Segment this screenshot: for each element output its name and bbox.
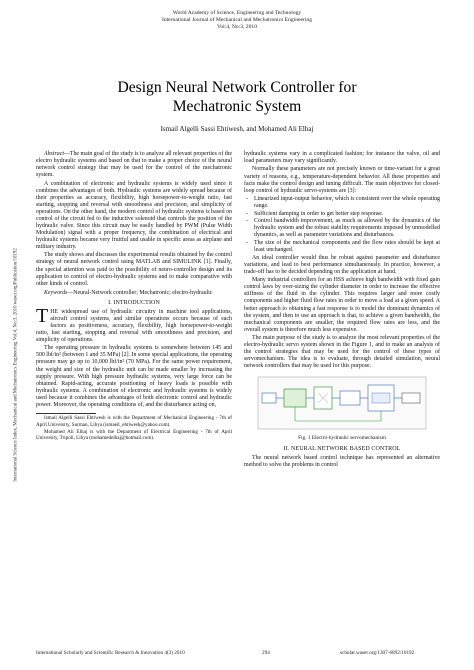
right-column bbox=[244, 151, 440, 471]
input-block bbox=[262, 393, 276, 403]
left-column bbox=[36, 151, 232, 443]
servomechanism-block-diagram bbox=[244, 373, 440, 433]
footnote-2: Mohamed Ali Elhaj is with the Department of Electrical Engineering - 7th of April University, Tripoli, Libya (mohamedelhaj@hotmail.com). bbox=[36, 429, 232, 442]
abstract-paragraph-3: The study shows and discusses the experimental results obtained by the control strategy of neural network control using MATLAB and SIMULINK [1]. Finally, the special attention was paid to the possibility of neuro-controller design and its application to control of electro-hydraulic systems and to make comparative with other kinds of control. bbox=[36, 252, 232, 287]
drop-cap: T bbox=[36, 304, 49, 327]
list-item: - Linearized input-output behavior, which is consistent over the whole operating range. bbox=[254, 196, 440, 210]
abstract-text: —The main goal of the study is to analyze all relevant properties of the electro hydraulic systems and based on that to make a proper choice of the neural network control strategy that may be used for the control of the mechatronic system. bbox=[36, 151, 232, 179]
header-line-3: Vol:4, No:3, 2010 bbox=[217, 24, 257, 30]
footer-left: International Scholarly and Scientific Research & Innovation 4(3) 2010 bbox=[36, 650, 185, 656]
valve-block bbox=[340, 391, 360, 405]
section-heading-nn-control: II. NEURAL NETWORK BASED CONTROL bbox=[283, 446, 401, 453]
footer-right: scholar.waset.org/1307-6892/10192 bbox=[340, 650, 415, 656]
intro-paragraph-2: The operating pressure in hydraulic systems is somewhere between 145 and 500 lbf/in² (between 1 and 35 MPa) [2]. In some special applications, the operating pressure may go up to 10,000 lbf/in² (70 MPa). For the same power requirement, the weight and size of the hydraulic unit can be made smaller by increasing the supply pressure. With high pressure hydraulic systems, very large force can be obtained. Rapid-acting, accurate positioning of heavy loads is possible with hydraulic systems. A combination of electronic and hydraulic systems is widely used because it combines the advantages of both electronic control and hydraulic power. Moreover, the operating conditions of, and the disturbance acting on, bbox=[36, 345, 232, 408]
right-paragraph-5: The main purpose of the study is to analyze the most relevant properties of the electro-hydraulic servo system shown in the Figure 1, and to make an analysis of the control strategies that may be used for the control of these types of servomechanism. The idea is to evaluate, through detailed simulation, neural network controllers that may be used for this purpose. bbox=[244, 335, 440, 370]
keywords-paragraph bbox=[36, 290, 232, 297]
paper-title bbox=[40, 78, 434, 116]
piston bbox=[372, 393, 390, 403]
section-heading-introduction: I. INTRODUCTION bbox=[108, 299, 160, 306]
figure-1-caption: Fig. 1 Electro-hydraulic servomechanism bbox=[298, 435, 386, 442]
figure-1-diagram bbox=[244, 373, 440, 433]
list-item: - Sufficient damping in order to get better step response. bbox=[254, 211, 440, 218]
sidebar-text: International Science Index, Mechanical and Mechatronics Engineering Vol:4, No:3, 2010 waset.org/Publication/10192 bbox=[13, 248, 19, 482]
intro-paragraph-1-text: HE widespread use of hydraulic circuitry in machine tool applications, aircraft control systems, and similar operations occurs because of such factors as positiveness, accuracy, flexibility, high horsepower-to-weight ratio, fast starting, stopping and reversal with smoothness and precision, and simplicity of operations. bbox=[36, 308, 232, 343]
objectives-list bbox=[244, 196, 440, 254]
abstract-label: Abstract bbox=[44, 151, 64, 157]
right-paragraph-3: An ideal controller would thus be robust against parameter and disturbance variations, and lead to best performance simultaneously. In practice, however, a trade-off has to be decided depending on the application at hand. bbox=[244, 254, 440, 275]
right-paragraph-2: Normally these parameters are not precisely known or time-variant for a great variety of reasons, e.g., temperature-dependent behavior. All these properties and facts make the control design and tuning difficult. The main objectives for closed-loop control of hydraulic servo-systems are [3]: bbox=[244, 166, 440, 194]
index-sidebar bbox=[9, 150, 23, 580]
keywords-label: Keywords bbox=[44, 289, 68, 296]
paper-authors: Ismail Algelli Sassi Ehtiwesh, and Mohamed Ali Elhaj bbox=[160, 125, 314, 133]
title-line-2: Mechatronic System bbox=[172, 98, 302, 115]
right-paragraph-6: The neural network based control technique has represented an alternative method to solve the problems in control bbox=[244, 455, 440, 469]
right-paragraph-4: Many industrial controllers for an HSS achieve high bandwidth with fixed gain control laws by over-sizing the cylinder diameter in order to increase the effective stiffness of the fluid in the cylinder. This requires larger and more costly components and higher fluid flow rates in order to move a load at a given speed. A better approach to obtaining a fast response is to model the dominant dynamics of the system, and then to use an approach is that, to achieve a given bandwidth, the mechanical components are smaller, the required flow rates are less, and the overall system is therefore much less expensive. bbox=[244, 277, 440, 333]
header-line-2: International Journal of Mechanical and Mechatronics Engineering bbox=[161, 17, 313, 23]
page-number: 294 bbox=[262, 650, 270, 656]
title-line-1: Design Neural Network Controller for bbox=[117, 79, 357, 96]
keywords-text: —Neural-Network controller; Mechatronic; electro-hydraulic bbox=[67, 289, 213, 296]
list-item: - The size of the mechanical components and the flow rates should be kept at least unchanged. bbox=[254, 240, 440, 254]
footnote-1: Ismail Algelli Sassi Ehtiwesh is with the Department of Mechanical Engineering - 7th of April University, Surman, Libya (ismaeil_ehtiwesh@yahoo.com). bbox=[36, 415, 232, 428]
abstract-paragraph-2: A combination of electronic and hydraulic systems is widely used since it combines the advantages of both. Hydraulic systems are widely spread because of their properties as accuracy, flexibility, high horsepower-to-weight ratio, fast starting, stopping and reversal with smoothness and precision, and simplicity of operations. On the other hand, the modern control of hydraulic systems is based on control of the circuit fed to the inductive solenoid that controls the position of the hydraulic valve. Since this circuit may be easily handled by PWM (Pulse Width Modulation) signal with a proper frequency, the combination of electrical and hydraulic systems became very fruitful and usable in specific areas as airplane and military industry. bbox=[36, 180, 232, 250]
controller-block bbox=[284, 389, 306, 407]
footnote-rule bbox=[36, 413, 96, 414]
header-line-1: World Academy of Science, Engineering and Technology bbox=[172, 10, 302, 16]
abstract-paragraph bbox=[36, 151, 232, 179]
right-paragraph-1: hydraulic systems vary in a complicated fashion; for instance the valve, oil and load parameters may vary significantly. bbox=[244, 151, 440, 165]
list-item: - Control bandwidth improvement, as much as allowed by the dynamics of the hydraulic system and the robust stability requirements imposed by unmodelled dynamics, as well as parameter variations and disturbances. bbox=[254, 218, 440, 239]
intro-paragraph-1 bbox=[36, 304, 232, 344]
scope-block bbox=[402, 393, 420, 403]
journal-header bbox=[0, 10, 474, 31]
